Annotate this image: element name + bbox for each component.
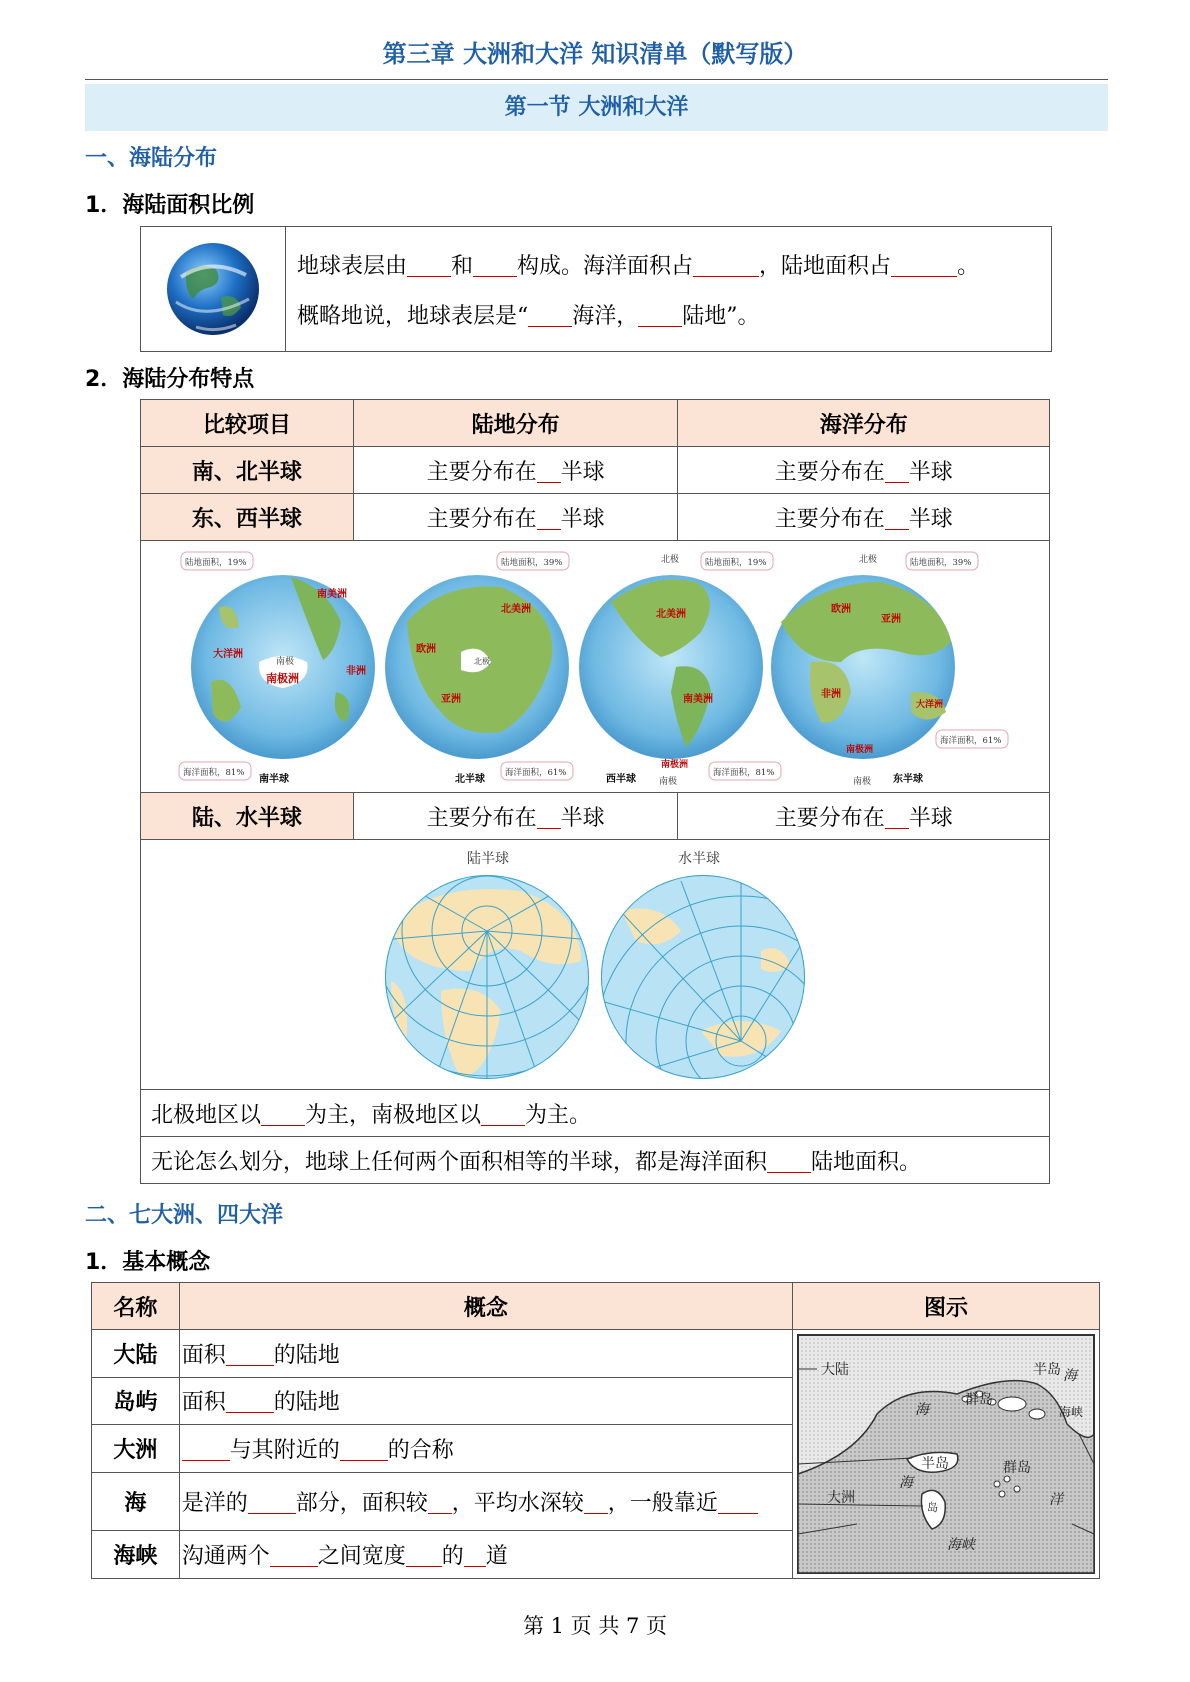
svg-text:南极洲: 南极洲 bbox=[266, 671, 299, 685]
svg-text:南极洲: 南极洲 bbox=[846, 744, 874, 755]
document-title: 第三章 大洲和大洋 知识清单（默写版） bbox=[382, 40, 808, 68]
svg-text:海洋面积，81%: 海洋面积，81% bbox=[713, 767, 775, 778]
col-header: 图示 bbox=[792, 1283, 1099, 1330]
svg-text:南极: 南极 bbox=[659, 776, 678, 787]
svg-text:海: 海 bbox=[1062, 1368, 1077, 1384]
blank[interactable] bbox=[340, 1438, 388, 1461]
svg-text:海: 海 bbox=[898, 1475, 913, 1491]
diagram-cell bbox=[792, 1330, 1099, 1579]
land-cell: 主要分布在 半球 bbox=[353, 447, 678, 494]
svg-text:群岛: 群岛 bbox=[964, 1392, 993, 1408]
row-label: 陆、水半球 bbox=[141, 793, 354, 840]
earth-image-cell bbox=[141, 227, 286, 351]
svg-text:亚洲: 亚洲 bbox=[441, 693, 461, 705]
table-row bbox=[141, 447, 1050, 494]
svg-text:南极: 南极 bbox=[276, 656, 295, 667]
water-hemisphere bbox=[596, 861, 886, 1089]
distribution-table bbox=[140, 399, 1050, 1184]
svg-text:北美洲: 北美洲 bbox=[656, 608, 686, 620]
section-title: 第一节 大洲和大洋 bbox=[85, 84, 1108, 131]
land-hemisphere bbox=[342, 841, 632, 1089]
blank[interactable] bbox=[226, 1390, 274, 1413]
svg-text:大洋洲: 大洋洲 bbox=[916, 699, 944, 710]
row-label: 东、西半球 bbox=[141, 494, 354, 541]
globe-east bbox=[771, 552, 1008, 787]
col-header: 海洋分布 bbox=[678, 400, 1050, 447]
blank[interactable] bbox=[537, 806, 561, 829]
blank[interactable] bbox=[261, 1103, 305, 1126]
svg-text:海峡: 海峡 bbox=[946, 1537, 975, 1553]
svg-text:洋: 洋 bbox=[1048, 1492, 1063, 1508]
concepts-table bbox=[91, 1282, 1100, 1579]
svg-text:北极: 北极 bbox=[474, 656, 490, 666]
globe-south bbox=[179, 552, 375, 785]
concept-name: 大洲 bbox=[92, 1425, 180, 1473]
blank[interactable] bbox=[406, 1544, 442, 1567]
svg-text:陆地面积，39%: 陆地面积，39% bbox=[501, 557, 563, 568]
svg-text:陆地面积，19%: 陆地面积，19% bbox=[705, 557, 767, 568]
table-row bbox=[141, 793, 1050, 840]
blank[interactable] bbox=[473, 254, 517, 277]
svg-text:东半球: 东半球 bbox=[893, 773, 923, 785]
page-footer: 第 1 页 共 7 页 bbox=[522, 1614, 668, 1638]
part1-heading: 一、海陆分布 bbox=[85, 146, 218, 171]
svg-text:非洲: 非洲 bbox=[821, 688, 841, 700]
svg-text:南极: 南极 bbox=[853, 776, 872, 787]
svg-text:大陆: 大陆 bbox=[820, 1362, 849, 1378]
concept-name: 海 bbox=[92, 1472, 180, 1531]
svg-text:北美洲: 北美洲 bbox=[501, 603, 531, 615]
concept-text: 面积 的陆地 bbox=[179, 1330, 792, 1378]
blank[interactable] bbox=[226, 1343, 274, 1366]
svg-text:半岛: 半岛 bbox=[1032, 1362, 1061, 1378]
concept-name: 海峡 bbox=[92, 1531, 180, 1579]
blank[interactable] bbox=[428, 1491, 452, 1514]
globe-west bbox=[579, 552, 781, 787]
blank[interactable] bbox=[270, 1544, 318, 1567]
blank[interactable] bbox=[464, 1544, 486, 1567]
svg-text:海洋面积，61%: 海洋面积，61% bbox=[940, 735, 1002, 746]
ratio-line-1: 地球表层由 和 构成。海洋面积占 ，陆地面积占 。 bbox=[297, 254, 980, 279]
blank[interactable] bbox=[182, 1438, 230, 1461]
area-note: 无论怎么划分，地球上任何两个面积相等的半球，都是海洋面积 陆地面积。 bbox=[141, 1137, 1050, 1184]
blank[interactable] bbox=[537, 460, 561, 483]
sub1-heading: 1．海陆面积比例 bbox=[85, 193, 255, 218]
blank[interactable] bbox=[528, 304, 572, 327]
table-row bbox=[92, 1330, 1100, 1378]
blank[interactable] bbox=[718, 1491, 758, 1514]
blank[interactable] bbox=[767, 1150, 811, 1173]
svg-text:海洋面积，61%: 海洋面积，61% bbox=[505, 767, 567, 778]
svg-text:南美洲: 南美洲 bbox=[317, 588, 347, 600]
svg-text:欧洲: 欧洲 bbox=[831, 603, 851, 615]
svg-text:陆半球: 陆半球 bbox=[467, 850, 509, 867]
table-row bbox=[141, 494, 1050, 541]
blank[interactable] bbox=[248, 1491, 296, 1514]
part2-heading: 二、七大洲、四大洋 bbox=[85, 1203, 284, 1228]
svg-text:海洋面积，81%: 海洋面积，81% bbox=[183, 767, 245, 778]
svg-text:大洲: 大洲 bbox=[826, 1490, 855, 1506]
land-cell: 主要分布在 半球 bbox=[353, 494, 678, 541]
globe-row bbox=[141, 541, 1050, 793]
sub2-heading: 2．海陆分布特点 bbox=[85, 367, 255, 392]
svg-text:半岛: 半岛 bbox=[920, 1456, 949, 1472]
concept-text: 面积 的陆地 bbox=[179, 1377, 792, 1425]
part2-sub1-heading: 1．基本概念 bbox=[85, 1250, 211, 1275]
geography-terms-diagram bbox=[797, 1334, 1095, 1574]
blank[interactable] bbox=[891, 254, 957, 277]
svg-text:北半球: 北半球 bbox=[455, 773, 485, 785]
earth-globe-icon bbox=[141, 227, 285, 351]
svg-text:岛: 岛 bbox=[926, 1501, 938, 1514]
col-header: 概念 bbox=[179, 1283, 792, 1330]
svg-text:海峡: 海峡 bbox=[1058, 1405, 1083, 1419]
svg-text:南极洲: 南极洲 bbox=[661, 759, 689, 770]
land-water-hemisphere-row bbox=[141, 840, 1050, 1090]
col-header: 名称 bbox=[92, 1283, 180, 1330]
blank[interactable] bbox=[885, 460, 909, 483]
table-row bbox=[141, 1090, 1050, 1137]
row-label: 南、北半球 bbox=[141, 447, 354, 494]
col-header: 比较项目 bbox=[141, 400, 354, 447]
svg-text:北极: 北极 bbox=[661, 554, 680, 565]
concept-text: 是洋的 部分，面积较 ，平均水深较 ，一般靠近 bbox=[179, 1472, 792, 1531]
ocean-cell: 主要分布在 半球 bbox=[678, 494, 1050, 541]
blank[interactable] bbox=[693, 254, 759, 277]
land-water-hemisphere-map bbox=[141, 841, 1049, 1089]
svg-text:海: 海 bbox=[914, 1402, 929, 1418]
blank[interactable] bbox=[885, 806, 909, 829]
four-hemispheres-map bbox=[141, 542, 1049, 792]
concept-name: 大陆 bbox=[92, 1330, 180, 1378]
ratio-line-2: 概略地说，地球表层是“ 海洋， 陆地”。 bbox=[297, 304, 760, 329]
svg-text:南美洲: 南美洲 bbox=[683, 693, 713, 705]
svg-text:西半球: 西半球 bbox=[606, 773, 636, 785]
concept-text: 与其附近的 的合称 bbox=[179, 1425, 792, 1473]
land-cell: 主要分布在 半球 bbox=[353, 793, 678, 840]
svg-text:陆地面积，19%: 陆地面积，19% bbox=[185, 557, 247, 568]
polar-note: 北极地区以 为主，南极地区以 为主。 bbox=[141, 1090, 1050, 1137]
ocean-cell: 主要分布在 半球 bbox=[678, 447, 1050, 494]
svg-text:南半球: 南半球 bbox=[259, 773, 289, 785]
blank[interactable] bbox=[407, 254, 451, 277]
header-rule bbox=[85, 79, 1108, 80]
blank[interactable] bbox=[885, 507, 909, 530]
globe-north bbox=[385, 552, 573, 785]
svg-text:非洲: 非洲 bbox=[346, 665, 366, 677]
svg-text:亚洲: 亚洲 bbox=[881, 613, 901, 625]
concept-text: 沟通两个 之间宽度 的 道 bbox=[179, 1531, 792, 1579]
blank[interactable] bbox=[481, 1103, 525, 1126]
svg-text:陆地面积，39%: 陆地面积，39% bbox=[910, 557, 972, 568]
svg-text:大洋洲: 大洋洲 bbox=[213, 648, 243, 660]
svg-text:北极: 北极 bbox=[859, 554, 878, 565]
concept-name: 岛屿 bbox=[92, 1377, 180, 1425]
blank[interactable] bbox=[537, 507, 561, 530]
svg-text:群岛: 群岛 bbox=[1002, 1460, 1031, 1476]
blank[interactable] bbox=[638, 304, 682, 327]
table-row bbox=[141, 1137, 1050, 1184]
blank[interactable] bbox=[584, 1491, 608, 1514]
svg-text:欧洲: 欧洲 bbox=[416, 643, 436, 655]
svg-text:水半球: 水半球 bbox=[678, 850, 720, 867]
sea-land-ratio-box bbox=[140, 226, 1052, 352]
col-header: 陆地分布 bbox=[353, 400, 678, 447]
ocean-cell: 主要分布在 半球 bbox=[678, 793, 1050, 840]
